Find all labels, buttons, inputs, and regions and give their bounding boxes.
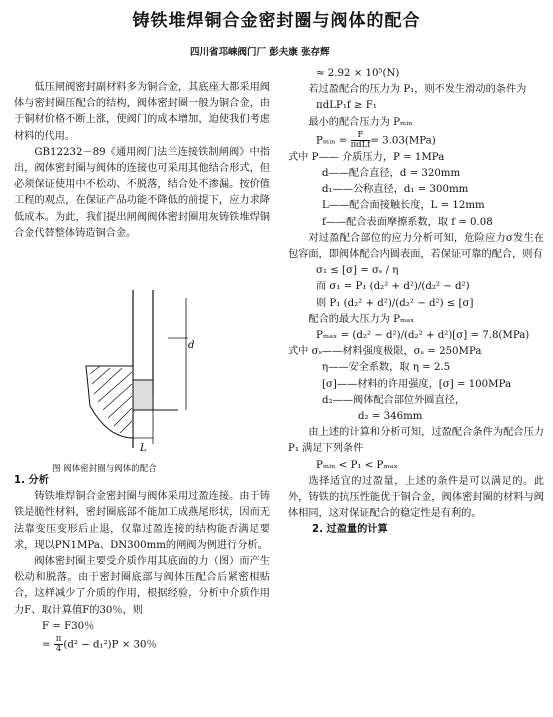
intro-paragraph-1: 低压闸阀密封副材料多为铜合金，其底座大都采用阀体与密封圈压配合的结构，阀体密封圈一般为铜合金，由于铜材价格不断上涨，使阀门的成本增加，迫使我们考虑材料的代用。 — [14, 82, 270, 142]
equation-f-expanded: = $\frac{\pi}{4}$ (d² − d₁²)P × 30％ — [42, 634, 157, 655]
definition2-5: d₂ = 346mm — [358, 411, 423, 423]
definition-5: f——配合表面摩擦系数，取 f = 0.08 — [322, 216, 493, 228]
right-paragraph-5: 由上述的计算和分析可知，过盈配合条件为配合压力 P₁ 满足下列条件 — [288, 427, 544, 455]
equation-range: Pₘᵢₙ < P₁ < Pₘₐₓ — [316, 459, 398, 471]
section2-heading: 2. 过盈量的计算 — [312, 524, 388, 536]
right-column — [288, 66, 544, 539]
right-paragraph-6: 选择适宜的过盈量，上述的条件是可以满足的。此外，铸铁的抗压性能优于铜合金，阀体密封圈的材料与阀体相同，这对保证配合的稳定性是有利的。 — [288, 475, 544, 520]
equation-pmax: Pₘₐₓ = (d₂² − d²)/(d₂² + d²)[σ] = 7.8(MPa) — [316, 330, 530, 342]
definition2-4: d₂——阀体配合部位外圆直径， — [322, 394, 466, 406]
inequality-2: 而 σ₁ = P₁ (d₂² + d²)/(d₂² − d²) — [316, 281, 470, 293]
figure-label-d: d — [188, 340, 195, 351]
figure-caption: 图 阀体密封圈与阀体的配合 — [52, 464, 157, 474]
seal-ring-figure — [18, 288, 268, 456]
definition2-3: [σ]——材料的许用强度，[σ] = 100MPa — [322, 378, 512, 390]
equation-condition: πdLP₁f ≥ F₁ — [316, 100, 377, 112]
definition-3: d₁——公称直径，d₁ = 300mm — [322, 184, 469, 196]
section1-paragraph-2: 阀体密封圈主要受介质作用其底面的力（图）而产生松动和脱落。由于密封圈底部与阀体压配合后紧密相贴合，这样减少了介质的作用，根据经验，分析中介质作用力F、取计算值F的30％，则 — [14, 556, 270, 616]
byline: 四川省邛崃阀门厂 彭夫康 张存辉 — [190, 47, 330, 58]
section1 — [14, 473, 270, 654]
inequality-1: σ₁ ≤ [σ] = σₛ / η — [316, 265, 399, 277]
definition-2: d——配合直径，d = 320mm — [322, 168, 461, 180]
intro-paragraph-2: GB12232－89《通用阀门法兰连接铁制闸阀》中指出，阀体密封圈与阀体的连接也可采用其他结合形式，但必须保证使用中不松动、不脱落，结合处不渗漏。按价值工程的观点，在保证产品功能不降低的前提下，应力求降低成本。为此，我们提出闸阀阀体密封圈用灰铸铁堆焊铜合金代替整体铸造铜合金。 — [14, 146, 270, 239]
right-paragraph-2: 最小的配合压力为 Pₘᵢₙ — [308, 116, 413, 128]
section1-paragraph-1: 铸铁堆焊铜合金密封圈与阀体采用过盈连接。由于铸铁是脆性材料，密封圈底部不能加工成燕尾形状，因而无法靠变压变形后止退，仅靠过盈连接的结构能否满足要求，现以PN1MPa、DN300mm的闸阀为例进行分析。 — [14, 491, 270, 551]
figure-label-l: L — [140, 443, 147, 454]
left-column — [14, 80, 270, 242]
right-paragraph-3: 对过盈配合部位的应力分析可知，危险应力σ发生在包容面，即阀体配合内圆表面，若保证可靠的配合，则有 — [288, 232, 544, 261]
definition2-2: η——安全系数，取 η = 2.5 — [322, 362, 451, 374]
definition2-1: 式中 σₛ——材料强度极限，σₛ = 250MPa — [288, 346, 482, 358]
definition-4: L——配合面接触长度，L = 12mm — [322, 200, 485, 212]
equation-result: ≈ 2.92 × 10⁵(N) — [316, 68, 400, 79]
section1-heading: 1. 分析 — [14, 475, 49, 486]
equation-f: F = F30％ — [42, 620, 95, 632]
inequality-3: 则 P₁ (d₂² + d²)/(d₂² − d²) ≤ [σ] — [316, 297, 474, 309]
right-paragraph-4: 配合的最大压力为 Pₘₐₓ — [308, 313, 415, 325]
equation-pmin: Pₘᵢₙ = $\frac{F}{\text{πdLf}}$ = 3.03(MPa) — [316, 129, 436, 150]
definition-1: 式中 P—— 介质压力，P = 1MPa — [288, 151, 445, 163]
article-title: 铸铁堆焊铜合金密封圈与阀体的配合 — [132, 11, 421, 31]
right-paragraph-1: 若过盈配合的压力为 P₁，则不发生滑动的条件为 — [308, 84, 527, 96]
